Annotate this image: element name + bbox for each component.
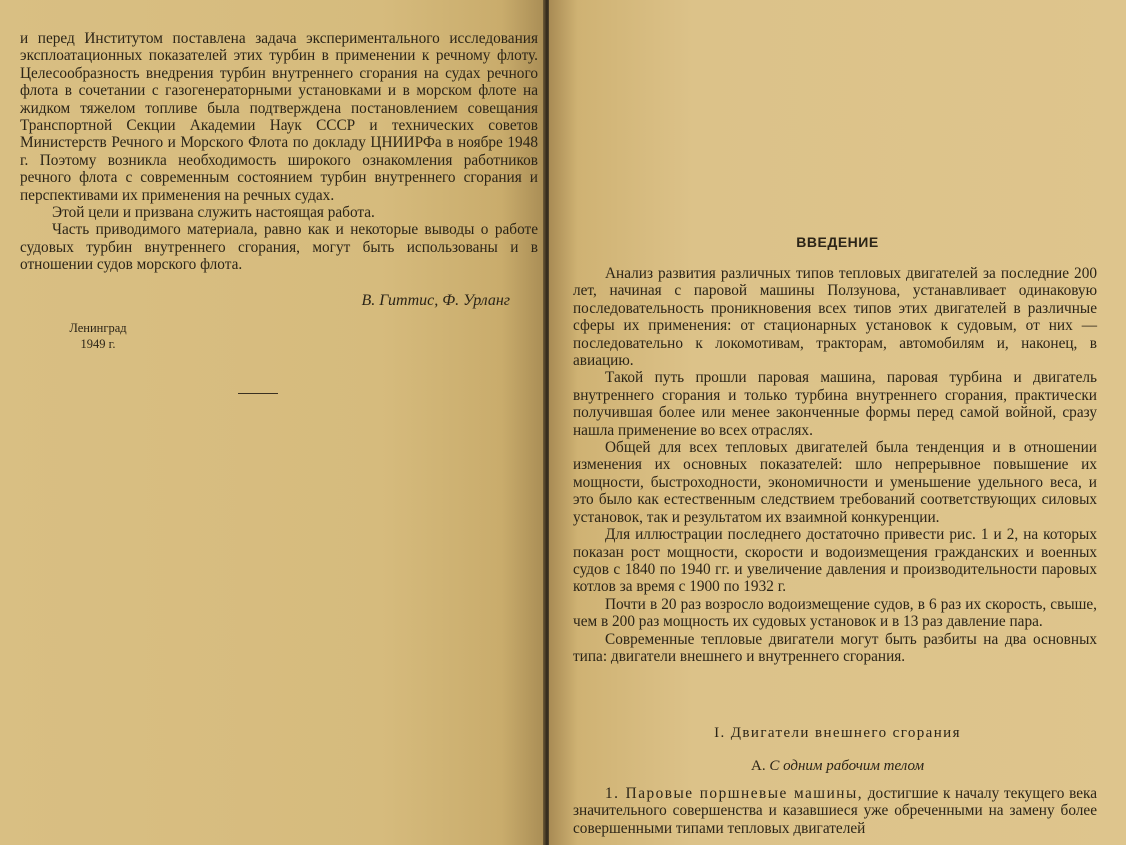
year: 1949 г. <box>80 337 116 351</box>
left-paragraph-3: Часть приводимого материала, равно как и некоторые выводы о работе судовых турбин внутреннего сгорания, могут быть использованы и в отношении судов морского флота. <box>20 221 538 274</box>
item-text-block <box>573 785 1097 837</box>
right-page <box>549 0 1126 845</box>
right-paragraph-5: Почти в 20 раз возросло водоизмещение судов, в 6 раз их скорость, свыше, чем в 200 раз мощность их судовых установок и в 13 раз давление пара. <box>573 595 1097 631</box>
right-paragraph-6: Современные тепловые двигатели могут быть разбиты на два основных типа: двигатели внешнего и внутреннего сгорания. <box>573 630 1097 665</box>
item-paragraph <box>573 785 1097 837</box>
closing-rule <box>238 393 278 394</box>
item-lead: 1. Паровые поршневые машины, <box>605 785 864 802</box>
right-paragraph-3: Общей для всех тепловых двигателей была тенденция и в отношении изменения их основных показателей: шло непрерывное повышение их мощности, быстроходности, экономичности и уменьшение удельного веса, и это было как естественным следствием требований соответствующих силовых установок, так и результатом их взаимной конкуренции. <box>573 439 1097 526</box>
right-paragraph-2: Такой путь прошли паровая машина, паровая турбина и двигатель внутреннего сгорания и только турбина внутреннего сгорания, практически получившая более или менее законченные формы перед самой войной, сразу нашла применение во всех отраслях. <box>573 369 1097 439</box>
place: Ленинград <box>69 321 127 335</box>
authors-signature: В. Гиттис, Ф. Урланг <box>361 292 510 309</box>
left-page <box>0 0 545 845</box>
chapter-heading: ВВЕДЕНИЕ <box>796 234 879 250</box>
left-page-text <box>20 30 538 274</box>
subsection-title <box>549 758 1126 775</box>
left-paragraph-1: и перед Институтом поставлена задача экспериментального исследования эксплоатационных показателей этих турбин в применении к речному флоту. Целесообразность внедрения турбин внутреннего сгорания на судах речного флота в сочетании с газогенераторными установками и в морском флоте на жидком тяжелом топливе была подтверждена постановлением совещания Транспортной Секции Академии Наук СССР и технических советов Министерств Речного и Морского Флота по докладу ЦНИИРФа в ноябре 1948 г. Поэтому возникла необходимость широкого ознакомления работников речного флота с современным состоянием турбин внутреннего сгорания и перспективами их применения на речных судах. <box>20 30 538 204</box>
right-paragraph-1: Анализ развития различных типов тепловых двигателей за последние 200 лет, начиная с паровой машины Ползунова, устанавливает одинаковую последовательность проникновения всех типов этих двигателей в различные сферы их применения: от стационарных установок к судовым, от них — последовательно к локомотивам, тракторам, автомобилям и, наконец, в авиацию. <box>573 265 1097 370</box>
item-text: достигшие к началу текущего века значительного совершенства и казавшиеся уже обреченными на замену более совершенными типами тепловых двигателей <box>573 785 1098 837</box>
subsection-name: С одним рабочим телом <box>769 758 925 774</box>
left-paragraph-2: Этой цели и призвана служить настоящая работа. <box>52 204 375 222</box>
section-title: I. Двигатели внешнего сгорания <box>714 725 961 741</box>
right-paragraph-4: Для иллюстрации последнего достаточно привести рис. 1 и 2, на которых показан рост мощности, скорости и водоизмещения гражданских и военных судов с 1840 по 1940 гг. и увеличение давления и производительности паровых котлов за время с 1900 по 1932 г. <box>573 526 1097 596</box>
place-and-year <box>58 320 138 352</box>
subsection-letter: А. <box>750 758 766 774</box>
right-page-text <box>573 265 1097 665</box>
